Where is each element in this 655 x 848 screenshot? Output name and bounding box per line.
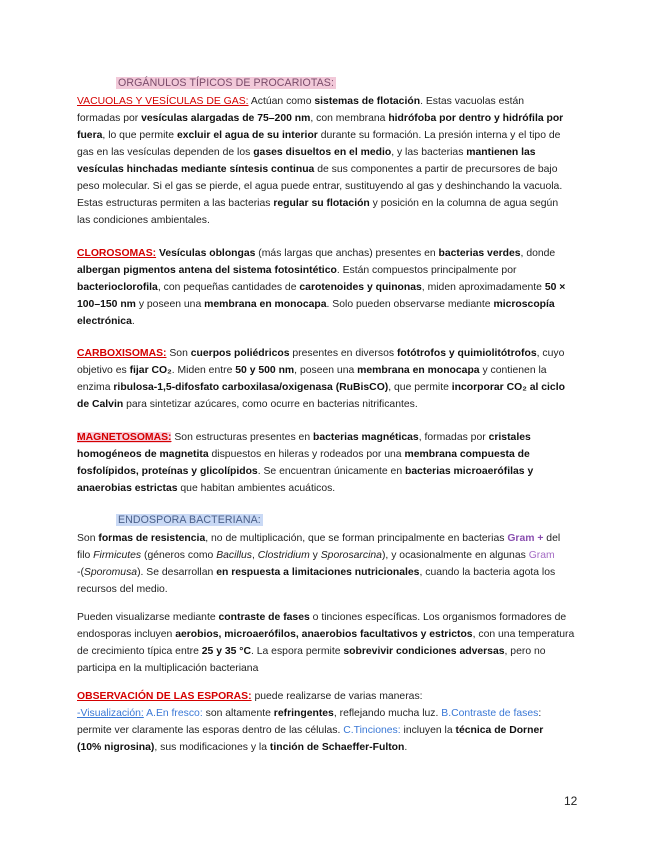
section-heading-endospora: ENDOSPORA BACTERIANA: — [118, 514, 261, 526]
paragraph-clorosomas: CLOROSOMAS: Vesículas oblongas (más largas que anchas) presentes en bacterias verdes, donde albergan pigmentos antena del sistema fotosintético. Están compuestos principalmente por bacterioclorofila, con pequeñas cantidades de carotenoides y quinonas, miden aproximadamente 50 × 100–150 nm y poseen una membrana en monocapa. Solo pueden observarse mediante microscopía electrónica. — [77, 248, 566, 327]
label-magnetosomas: MAGNETOSOMAS: — [77, 432, 172, 443]
paragraph-carboxisomas: CARBOXISOMAS: Son cuerpos poliédricos presentes en diversos fotótrofos y quimiolitótrofos, cuyo objetivo es fijar CO₂. Miden entre 50 y 500 nm, poseen una membrana en monocapa y contienen la enzima ribulosa-1,5-difosfato carboxilasa/oxigenasa (RuBisCO), que permite incorporar CO₂ al ciclo de Calvin para sintetizar azúcares, como ocurre en bacterias nitrificantes. — [77, 348, 565, 410]
section-heading-procariotas: ORGÁNULOS TÍPICOS DE PROCARIOTAS: — [118, 77, 334, 89]
label-clorosomas: CLOROSOMAS: — [77, 248, 157, 259]
label-observacion: OBSERVACIÓN DE LAS ESPORAS: — [77, 691, 252, 702]
paragraph-visualizacion: Pueden visualizarse mediante contraste de fases o tinciones específicas. Los organismos formadores de endosporas incluyen aerobios, microaerófilos, anaerobios facultativos y estrictos, con una temperatura de crecimiento típica entre 25 y 35 °C. La espora permite sobrevivir condiciones adversas, pero no participa en la multiplicación bacteriana — [77, 612, 575, 674]
paragraph-observacion: OBSERVACIÓN DE LAS ESPORAS: puede realizarse de varias maneras: -Visualización: A.En fresco: son altamente refringentes, reflejando mucha luz. B.Contraste de fases: permite ver claramente las esporas dentro de las células. C.Tinciones: incluyen la técnica de Dorner (10% nigrosina), sus modificaciones y la tinción de Schaeffer-Fulton. — [77, 691, 544, 753]
label-visualizacion: -Visualización: — [77, 708, 144, 719]
paragraph-endospora: Son formas de resistencia, no de multiplicación, que se forman principalmente en bacterias Gram + del filo Firmicutes (géneros como Bacillus, Clostridium y Sporosarcina), y ocasionalmente en algunas Gram -(Sporomusa). Se desarrollan en respuesta a limitaciones nutricionales, cuando la bacteria agota los recursos del medio. — [77, 533, 561, 595]
paragraph-magnetosomas: MAGNETOSOMAS: Son estructuras presentes en bacterias magnéticas, formadas por cristales homogéneos de magnetita dispuestos en hileras y rodeados por una membrana compuesta de fosfolípidos, proteínas y glicolípidos. Se encuentran únicamente en bacterias microaerófilas y anaerobias estrictas que habitan ambientes acuáticos. — [77, 432, 534, 494]
page-number: 12 — [564, 794, 578, 808]
label-carboxisomas: CARBOXISOMAS: — [77, 348, 167, 359]
paragraph-vacuolas: VACUOLAS Y VESÍCULAS DE GAS: Actúan como sistemas de flotación. Estas vacuolas están formadas por vesículas alargadas de 75–200 nm, con membrana hidrófoba por dentro y hidrófila por fuera, lo que permite excluir el agua de su interior durante su formación. La presión interna y el tipo de gas en las vesículas dependen de los gases disueltos en el medio, y las bacterias mantienen las vesículas hinchadas mediante síntesis continua de sus componentes a partir de precursores de bajo peso molecular. Si el gas se pierde, el agua puede entrar, sustituyendo al gas y deshinchando la vacuola. Estas estructuras permiten a las bacterias regular su flotación y posición en la columna de agua según las condiciones ambientales. — [77, 96, 564, 226]
label-vacuolas: VACUOLAS Y VESÍCULAS DE GAS: — [77, 96, 249, 107]
